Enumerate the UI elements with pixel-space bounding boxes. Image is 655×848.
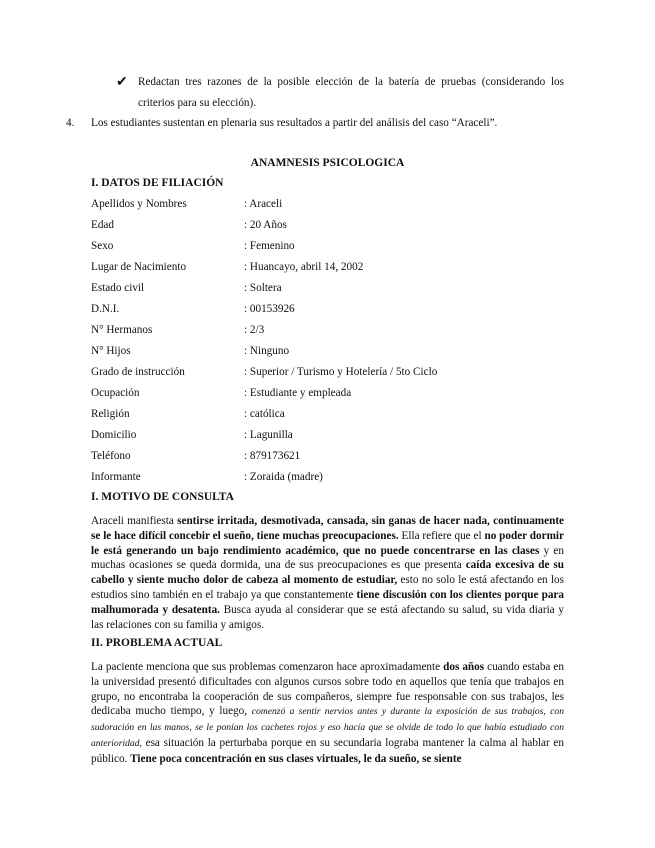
filiation-row — [91, 429, 566, 450]
text-segment: La paciente menciona que sus problemas comenzaron hace aproximadamente — [91, 661, 444, 673]
field-label: D.N.I. — [91, 303, 120, 315]
bold-text-segment: tiene discusión con los clientes porque para malhumorada y desatenta. — [91, 588, 564, 616]
field-value: : Huancayo, abril 14, 2002 — [244, 261, 364, 273]
bold-text-segment: dos años — [443, 661, 485, 673]
field-value: : Zoraida (madre) — [244, 471, 323, 483]
field-value: : Femenino — [244, 240, 295, 252]
filiation-row — [91, 303, 566, 324]
field-label: N° Hermanos — [91, 324, 153, 336]
bold-text-segment: no poder dormir le está generando un bajo rendimiento académico, que no puede concentrarse en las clases — [91, 529, 564, 557]
filiation-row — [91, 366, 566, 387]
field-value: : 00153926 — [244, 303, 295, 315]
filiation-table — [91, 198, 566, 492]
text-segment: Araceli manifiesta — [91, 515, 178, 527]
filiation-row — [91, 261, 566, 282]
filiation-row — [91, 450, 566, 471]
item-text: Los estudiantes sustentan en plenaria sus resultados a partir del análisis del caso “Araceli”. — [91, 117, 498, 129]
text-segment: y en muchas ocasiones se queda dormida, una de sus preocupaciones es que presenta — [91, 544, 564, 572]
field-label: N° Hijos — [91, 345, 131, 357]
filiation-row — [91, 219, 566, 240]
checklist-text: Redactan tres razones de la posible elección de la batería de pruebas (considerando los criterios para su elección). — [138, 76, 564, 109]
consultation-paragraph — [91, 514, 564, 632]
field-label: Informante — [91, 471, 141, 483]
field-value: : Estudiante y empleada — [244, 387, 352, 399]
text-segment: cuando estaba en la universidad presentó dificultades con algunos cursos sobre todo en aquellos que tenía que trabajos en grupo, no encontraba la cooperación de sus compañeros, siempre fue responsable con sus trabajos, les dedicaba mucho tiempo, y luego, — [91, 661, 564, 718]
field-value: : católica — [244, 408, 285, 420]
text-segment: Ella refiere que el — [398, 529, 485, 542]
filiation-row — [91, 198, 566, 219]
filiation-row — [91, 240, 566, 261]
filiation-row — [91, 282, 566, 303]
field-value: : 20 Años — [244, 219, 287, 231]
field-label: Edad — [91, 219, 114, 231]
field-value: : 879173621 — [244, 450, 301, 462]
field-value: : 2/3 — [244, 324, 265, 336]
filiation-row — [91, 408, 566, 429]
section-heading-consultation: I. MOTIVO DE CONSULTA — [91, 491, 234, 503]
field-label: Ocupación — [91, 387, 140, 399]
section-heading-filiation: I. DATOS DE FILIACIÓN — [91, 177, 224, 189]
item-number: 4. — [66, 117, 75, 129]
field-label: Lugar de Nacimiento — [91, 261, 187, 273]
field-value: : Araceli — [244, 198, 283, 210]
section-heading-problem: II. PROBLEMA ACTUAL — [91, 637, 223, 649]
field-value: : Superior / Turismo y Hotelería / 5to Ciclo — [244, 366, 438, 378]
field-value: : Lagunilla — [244, 429, 293, 441]
field-label: Sexo — [91, 240, 114, 252]
problem-paragraph — [91, 660, 564, 767]
bold-text-segment: caída excesiva de su cabello y siente mucho dolor de cabeza al momento de estudiar, — [91, 559, 564, 587]
bold-text-segment: Tiene poca concentración en sus clases virtuales, le da sueño, se siente — [130, 752, 462, 765]
filiation-row — [91, 387, 566, 408]
checkmark-icon: ✔ — [116, 75, 128, 90]
field-value: : Soltera — [244, 282, 282, 294]
field-label: Domicilio — [91, 429, 137, 441]
field-label: Grado de instrucción — [91, 366, 185, 378]
filiation-row — [91, 471, 566, 492]
filiation-row — [91, 324, 566, 345]
text-segment: esto no solo le está afectando en los estudios sino también en el trabajo ya que constantemente — [91, 574, 564, 601]
field-value: : Ninguno — [244, 345, 290, 357]
italic-text-segment: comenzó a sentir nervios antes y durante la exposición de sus trabajos, con sudoración en las manos, se le ponían los cachetes rojos y eso hacía que se olvide de todo lo que había estudiado con anterioridad, — [91, 706, 564, 749]
field-label: Estado civil — [91, 282, 145, 294]
checklist-item — [118, 72, 564, 114]
text-segment: Busca ayuda al considerar que se está afectando su salud, su vida diaria y las relaciones con su familia y amigos. — [91, 603, 564, 631]
document-title: ANAMNESIS PSICOLOGICA — [250, 157, 405, 169]
filiation-row — [91, 345, 566, 366]
bold-text-segment: sentirse irritada, desmotivada, cansada, sin ganas de hacer nada, continuamente se le hace difícil concebir el sueño, tiene muchas preocupaciones. — [91, 515, 565, 542]
text-segment: esa situación la perturbaba porque en su secundaria lograba mantener la calma al hablar en público. — [91, 736, 564, 765]
field-label: Teléfono — [91, 450, 131, 462]
field-label: Apellidos y Nombres — [91, 198, 187, 210]
field-label: Religión — [91, 408, 130, 420]
